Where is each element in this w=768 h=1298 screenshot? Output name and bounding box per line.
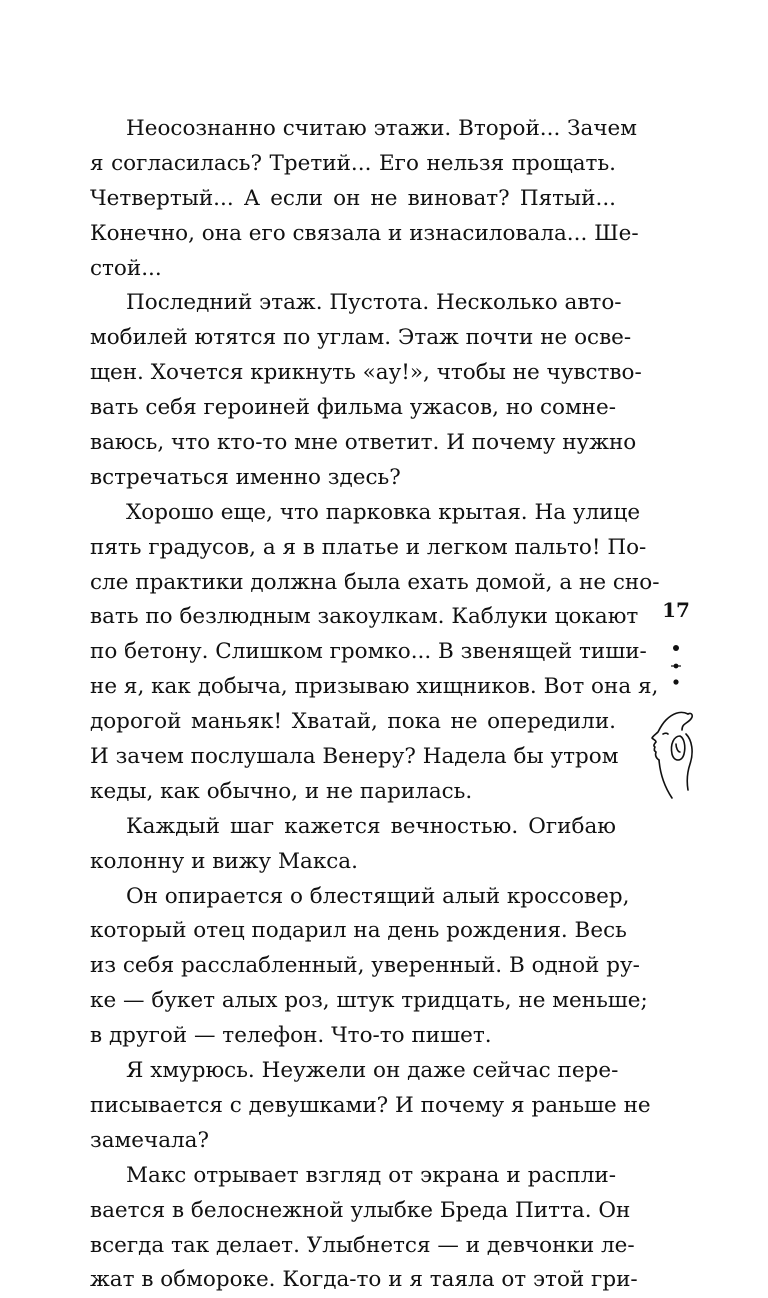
paragraph <box>90 1159 638 1298</box>
text-line: жат в обмороке. Когда-то и я таяла от этой гри- <box>90 1267 638 1293</box>
paragraph <box>90 880 648 1054</box>
text-line: ваюсь, что кто-то мне ответит. И почему нужно <box>90 430 637 456</box>
text-line: мобилей ютятся по углам. Этаж почти не осве- <box>90 325 632 351</box>
text-line: Четвертый... А если он не виноват? Пятый... <box>90 185 616 211</box>
text-line: писывается с девушками? И почему я раньше не <box>90 1092 651 1118</box>
text-line: Конечно, она его связала и изнасиловала... Ше- <box>90 220 639 246</box>
paragraph <box>90 810 616 880</box>
text-line: кеды, как обычно, и не парилась. <box>90 778 473 804</box>
dots-divider-icon <box>664 644 688 688</box>
body-text <box>90 112 660 1298</box>
paragraph <box>90 112 639 286</box>
text-line: стой... <box>90 255 162 281</box>
text-line: в другой — телефон. Что-то пишет. <box>90 1023 492 1049</box>
text-line: Он опирается о блестящий алый кроссовер, <box>126 883 630 909</box>
text-line: И зачем послушала Венеру? Надела бы утром <box>90 744 619 770</box>
text-line: из себя расслабленный, уверенный. В одной ру- <box>90 953 640 979</box>
text-line: Я хмурюсь. Неужели он даже сейчас пере- <box>126 1058 619 1084</box>
text-line: Макс отрывает взгляд от экрана и распли- <box>126 1162 616 1188</box>
page-number: 17 <box>662 598 690 622</box>
text-line: который отец подарил на день рождения. Весь <box>90 918 627 944</box>
text-line: замечала? <box>90 1127 210 1153</box>
text-line: Каждый шаг кажется вечностью. Огибаю <box>126 813 616 839</box>
text-line: вать по безлюдным закоулкам. Каблуки цокают <box>90 604 639 630</box>
text-line: всегда так делает. Улыбнется — и девчонки ле- <box>90 1232 635 1258</box>
text-line: я согласилась? Третий... Его нельзя прощать. <box>90 150 616 176</box>
text-line: Неосознанно считаю этажи. Второй... Зачем <box>126 116 637 141</box>
paragraph <box>90 496 660 810</box>
face-profile-icon <box>636 700 700 810</box>
text-line: по бетону. Слишком громко... В звенящей тиши- <box>90 639 647 665</box>
text-line: Последний этаж. Пустота. Несколько авто- <box>126 290 622 316</box>
text-line: Хорошо еще, что парковка крытая. На улице <box>126 499 641 525</box>
text-line: не я, как добыча, призываю хищников. Вот она я, <box>90 674 659 700</box>
text-line: сле практики должна была ехать домой, а не сно- <box>90 569 660 595</box>
text-line: пять градусов, а я в платье и легком пальто! По- <box>90 534 647 560</box>
paragraph <box>90 286 642 495</box>
paragraph <box>90 1054 651 1159</box>
text-line: вается в белоснежной улыбке Бреда Питта. Он <box>90 1197 631 1223</box>
text-line: вать себя героиней фильма ужасов, но сомне- <box>90 395 616 421</box>
text-line: колонну и вижу Макса. <box>90 848 358 874</box>
text-line: встречаться именно здесь? <box>90 464 401 490</box>
text-line: щен. Хочется крикнуть «ау!», чтобы не чувство- <box>90 360 642 386</box>
text-line: ке — букет алых роз, штук тридцать, не меньше; <box>90 988 648 1014</box>
text-line: дорогой маньяк! Хватай, пока не опередили. <box>90 709 616 735</box>
